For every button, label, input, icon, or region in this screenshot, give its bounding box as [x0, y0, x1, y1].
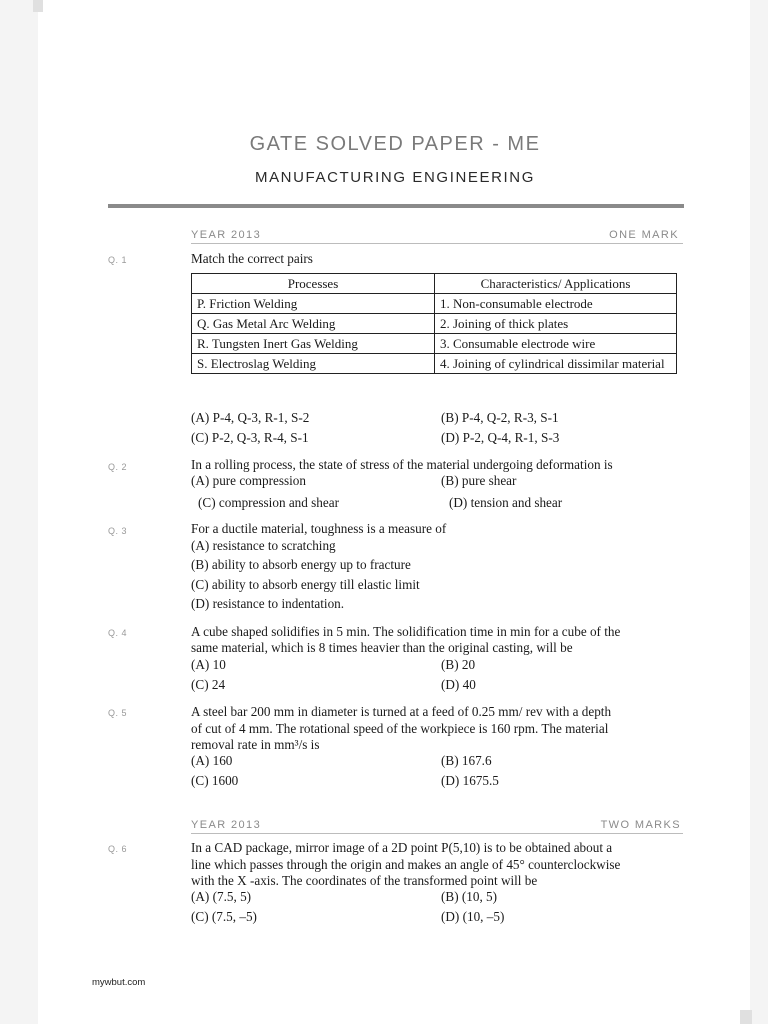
- section-divider: [191, 243, 683, 244]
- header-divider: [108, 204, 684, 208]
- table-row: [192, 354, 677, 374]
- option-a: (A) P-4, Q-3, R-1, S-2: [191, 410, 310, 425]
- footer-site: mywbut.com: [92, 977, 146, 988]
- question-text-line: A cube shaped solidifies in 5 min. The solidification time in min for a cube of the: [191, 624, 621, 639]
- option-c: (C) compression and shear: [198, 495, 339, 510]
- option-d: (D) 40: [441, 677, 476, 692]
- question-number: Q. 6: [108, 844, 128, 854]
- page-title: GATE SOLVED PAPER - ME: [249, 133, 541, 155]
- option-c: (C) (7.5, –5): [191, 909, 257, 924]
- option-c: (C) ability to absorb energy till elastic limit: [191, 577, 420, 592]
- question-text: For a ductile material, toughness is a measure of: [191, 521, 447, 536]
- page-margin-left: [0, 0, 38, 1024]
- option-a: (A) pure compression: [191, 473, 306, 488]
- question-number: Q. 4: [108, 628, 128, 638]
- table-cell: 1. Non-consumable electrode: [435, 294, 677, 314]
- option-b: (B) ability to absorb energy up to fracture: [191, 557, 411, 572]
- option-b: (B) 167.6: [441, 753, 492, 768]
- table-row: [192, 334, 677, 354]
- question-text-line: removal rate in mm³/s is: [191, 737, 320, 752]
- question-text-line: of cut of 4 mm. The rotational speed of the workpiece is 160 rpm. The material: [191, 721, 609, 736]
- option-a: (A) (7.5, 5): [191, 889, 252, 904]
- option-a: (A) 160: [191, 753, 233, 768]
- option-b: (B) pure shear: [441, 473, 517, 488]
- section-marks: TWO MARKS: [600, 819, 681, 831]
- table-cell: R. Tungsten Inert Gas Welding: [192, 334, 435, 354]
- question-number: Q. 5: [108, 708, 128, 718]
- question-number: Q. 3: [108, 526, 128, 536]
- page-margin-right: [750, 0, 768, 1024]
- table-header-cell: Processes: [192, 274, 435, 294]
- table-cell: Q. Gas Metal Arc Welding: [192, 314, 435, 334]
- table-row: [192, 314, 677, 334]
- question-text-line: with the X -axis. The coordinates of the transformed point will be: [191, 873, 538, 888]
- table-header-cell: Characteristics/ Applications: [435, 274, 677, 294]
- option-d: (D) resistance to indentation.: [191, 596, 345, 611]
- table-cell: S. Electroslag Welding: [192, 354, 435, 374]
- question-text: Match the correct pairs: [191, 251, 313, 266]
- section-year: YEAR 2013: [191, 229, 262, 241]
- option-d: (D) (10, –5): [441, 909, 505, 924]
- option-d: (D) tension and shear: [449, 495, 563, 510]
- option-c: (C) 24: [191, 677, 226, 692]
- option-b: (B) P-4, Q-2, R-3, S-1: [441, 410, 559, 425]
- option-c: (C) P-2, Q-3, R-4, S-1: [191, 430, 309, 445]
- option-b: (B) (10, 5): [441, 889, 498, 904]
- option-a: (A) 10: [191, 657, 226, 672]
- question-text-line: same material, which is 8 times heavier than the original casting, will be: [191, 640, 573, 655]
- match-table: [191, 273, 677, 374]
- option-a: (A) resistance to scratching: [191, 538, 336, 553]
- section-marks: ONE MARK: [609, 229, 679, 241]
- question-text-line: In a CAD package, mirror image of a 2D point P(5,10) is to be obtained about a: [191, 840, 613, 855]
- option-d: (D) 1675.5: [441, 773, 499, 788]
- question-number: Q. 1: [108, 255, 128, 265]
- table-cell: 3. Consumable electrode wire: [435, 334, 677, 354]
- question-text-line: line which passes through the origin and makes an angle of 45° counterclockwise: [191, 857, 621, 872]
- question-text-line: A steel bar 200 mm in diameter is turned at a feed of 0.25 mm/ rev with a depth: [191, 704, 612, 719]
- table-cell: 2. Joining of thick plates: [435, 314, 677, 334]
- section-year: YEAR 2013: [191, 819, 262, 831]
- option-b: (B) 20: [441, 657, 476, 672]
- question-number: Q. 2: [108, 462, 128, 472]
- page-corner-tab-bottom: [740, 1010, 752, 1024]
- page-corner-tab: [33, 0, 43, 12]
- option-c: (C) 1600: [191, 773, 239, 788]
- page-subtitle: MANUFACTURING ENGINEERING: [254, 169, 535, 186]
- section-divider: [191, 833, 683, 834]
- question-text: In a rolling process, the state of stress of the material undergoing deformation is: [191, 457, 613, 472]
- table-cell: P. Friction Welding: [192, 294, 435, 314]
- table-cell: 4. Joining of cylindrical dissimilar material: [435, 354, 677, 374]
- table-header-row: [192, 274, 677, 294]
- table-row: [192, 294, 677, 314]
- option-d: (D) P-2, Q-4, R-1, S-3: [441, 430, 560, 445]
